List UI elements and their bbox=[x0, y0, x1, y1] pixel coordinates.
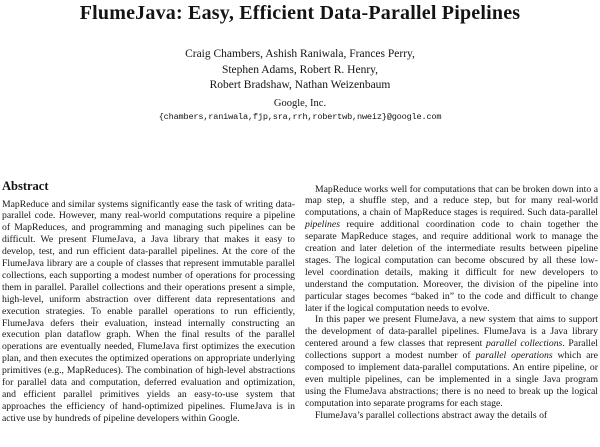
author-line: Craig Chambers, Ashish Raniwala, Frances Perry, bbox=[185, 48, 415, 60]
abstract-heading: Abstract bbox=[2, 178, 49, 193]
author-line: Stephen Adams, Robert R. Henry, bbox=[221, 63, 379, 76]
paragraph bbox=[305, 314, 598, 409]
two-column-body bbox=[0, 179, 600, 425]
paragraph bbox=[2, 199, 295, 425]
email-line: {chambers,raniwala,fjp,sra,rrh,robertwb,nweiz}@google.com bbox=[158, 111, 442, 122]
affiliation: Google, Inc. bbox=[273, 97, 327, 109]
italic-text: parallel operations bbox=[475, 350, 553, 362]
abstract-paragraphs bbox=[2, 199, 295, 425]
text-run: . Parallel collections support a modest number of bbox=[305, 338, 598, 362]
left-column bbox=[2, 179, 295, 425]
text-run: which are composed to implement data-parallel computations. An entire pipeline, or even multiple pipelines, can be implemented in a single Java program using the FlumeJava abstractions; there is no need to break up the logical computation into separate programs for each stage. bbox=[305, 350, 598, 409]
italic-text: pipelines bbox=[305, 219, 340, 231]
text-run: require additional coordination code to chain together the separate MapReduce stages, and require additional work to manage the creation and later deletion of the intermediate results between pipeline stages. The logical computation can become obscured by all these low-level coordination details, making it difficult for new developers to understand the computation. Moreover, the division of the pipeline into particular stages becomes “baked in” to the code and difficult to change later if the logical computation needs to evolve. bbox=[305, 219, 598, 314]
right-column bbox=[305, 179, 598, 425]
author-block bbox=[0, 47, 600, 94]
paragraph bbox=[305, 410, 598, 422]
paper-title: FlumeJava: Easy, Efficient Data-Parallel Pipelines bbox=[79, 2, 521, 24]
text-run: MapReduce works well for computations that can be broken down into a map step, a shuffle step, and a reduce step, but for many real-world computations, a chain of MapReduce stages is required. Such data-parallel bbox=[305, 183, 598, 219]
italic-text: parallel collections bbox=[486, 338, 563, 350]
text-run: In this paper we present FlumeJava, a new system that aims to support the development of data-parallel pipelines. FlumeJava is a Java library centered around a few classes that represent bbox=[305, 314, 598, 350]
text-run: MapReduce and similar systems significantly ease the task of writing data-parallel code. However, many real-world computations require a pipeline of MapReduces, and programming and managing such pipelines can be difficult. We present FlumeJava, a Java library that makes it easy to develop, test, and run efficient data-parallel pipelines. At the core of the FlumeJava library are a couple of classes that represent immutable parallel collections, each supporting a modest number of operations for processing them in parallel. Parallel collections and their operations present a simple, high-level, uniform abstraction over different data representations and execution strategies. To enable parallel operations to run efficiently, FlumeJava defers their evaluation, instead internally constructing an execution plan dataflow graph. When the final results of the parallel operations are eventually needed, FlumeJava first optimizes the execution plan, and then executes the optimized operations on appropriate underlying primitives (e.g., MapReduces). The combination of high-level abstractions for parallel data and computation, deferred evaluation and optimization, and efficient parallel primitives yields an easy-to-use system that approaches the efficiency of hand-optimized pipelines. FlumeJava is in active use by hundreds of pipeline developers within Google. bbox=[2, 198, 295, 424]
paper-header bbox=[0, 2, 600, 123]
text-run: FlumeJava’s parallel collections abstract away the details of bbox=[315, 409, 548, 421]
author-line: Robert Bradshaw, Nathan Weizenbaum bbox=[209, 79, 391, 91]
intro-paragraphs bbox=[305, 184, 598, 422]
paragraph bbox=[305, 184, 598, 315]
